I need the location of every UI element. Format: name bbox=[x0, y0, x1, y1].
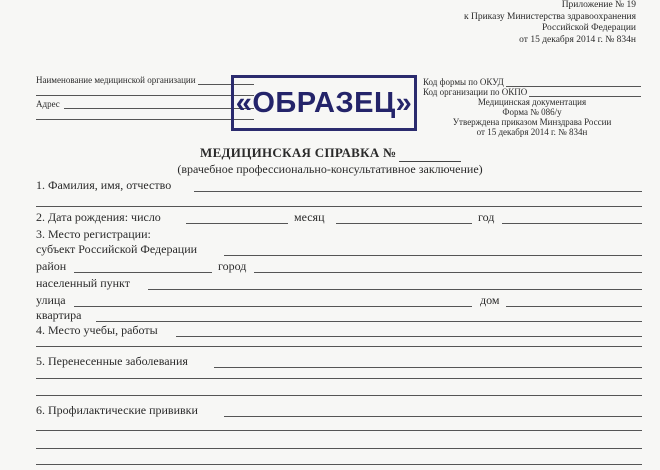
fio-label: 1. Фамилия, имя, отчество bbox=[36, 178, 172, 192]
study-work-field-continuation[interactable] bbox=[36, 346, 642, 347]
month-label: месяц bbox=[294, 210, 325, 224]
apartment-row bbox=[36, 308, 642, 323]
approval-date: от 15 декабря 2014 г. № 834н bbox=[476, 127, 588, 137]
registration-label: 3. Место регистрации: bbox=[36, 227, 151, 241]
apartment-label: квартира bbox=[36, 308, 82, 322]
house-field[interactable] bbox=[506, 306, 642, 307]
apartment-field[interactable] bbox=[96, 321, 642, 322]
diseases-field[interactable] bbox=[214, 367, 642, 368]
city-field[interactable] bbox=[254, 272, 642, 273]
certificate-number-field[interactable] bbox=[399, 145, 461, 162]
appendix-line-3: Российской Федерации bbox=[541, 23, 636, 34]
district-city-row bbox=[36, 259, 642, 274]
appendix-line-4: от 15 декабря 2014 г. № 834н bbox=[519, 34, 636, 45]
settlement-field[interactable] bbox=[148, 289, 642, 290]
appendix-line-2: к Приказу Министерства здравоохранения bbox=[463, 11, 636, 22]
birth-month-field[interactable] bbox=[336, 223, 472, 224]
study-work-field[interactable] bbox=[176, 336, 642, 337]
form-codes-block bbox=[423, 77, 641, 137]
fio-field-continuation[interactable] bbox=[36, 206, 642, 207]
diseases-label: 5. Перенесенные заболевания bbox=[36, 354, 188, 368]
study-work-label: 4. Место учебы, работы bbox=[36, 323, 158, 337]
form-number: Форма № 086/у bbox=[502, 107, 562, 117]
okud-code-field[interactable] bbox=[423, 77, 641, 87]
diseases-field-continuation-1[interactable] bbox=[36, 378, 642, 379]
fio-field[interactable] bbox=[194, 191, 642, 192]
doc-type: Медицинская документация bbox=[477, 97, 587, 107]
birth-label: 2. Дата рождения: число bbox=[36, 210, 161, 224]
vaccinations-label: 6. Профилактические прививки bbox=[36, 403, 198, 417]
study-work-row bbox=[36, 323, 642, 338]
fio-row bbox=[36, 178, 642, 193]
vaccinations-field-continuation-3[interactable] bbox=[36, 464, 642, 465]
birthdate-row bbox=[36, 210, 642, 225]
org-name-field[interactable] bbox=[36, 75, 254, 97]
subject-row bbox=[36, 242, 642, 257]
okud-label: Код формы по ОКУД bbox=[423, 77, 504, 87]
registration-row bbox=[36, 227, 642, 242]
page-title bbox=[200, 145, 461, 162]
address-field[interactable] bbox=[36, 99, 254, 121]
page-subtitle: (врачебное профессионально-консультативное заключение) bbox=[177, 162, 483, 176]
birth-year-field[interactable] bbox=[502, 223, 642, 224]
appendix-line-1: Приложение № 19 bbox=[561, 0, 636, 10]
vaccinations-field[interactable] bbox=[224, 416, 642, 417]
street-field[interactable] bbox=[74, 306, 472, 307]
year-label: год bbox=[478, 210, 495, 224]
appendix-note bbox=[464, 0, 636, 46]
okpo-label: Код организации по ОКПО bbox=[423, 87, 528, 97]
birth-day-field[interactable] bbox=[186, 223, 288, 224]
sample-stamp: «ОБРАЗЕЦ» bbox=[231, 75, 417, 131]
vaccinations-row bbox=[36, 403, 642, 418]
street-house-row bbox=[36, 293, 642, 308]
district-field[interactable] bbox=[74, 272, 212, 273]
vaccinations-field-continuation-1[interactable] bbox=[36, 430, 642, 431]
title-text: МЕДИЦИНСКАЯ СПРАВКА № bbox=[200, 145, 397, 160]
vaccinations-field-continuation-2[interactable] bbox=[36, 448, 642, 449]
subject-field[interactable] bbox=[224, 255, 642, 256]
street-label: улица bbox=[36, 293, 66, 307]
diseases-field-continuation-2[interactable] bbox=[36, 395, 642, 396]
settlement-label: населенный пункт bbox=[36, 276, 130, 290]
subject-label: субъект Российской Федерации bbox=[36, 242, 198, 256]
approval-note: Утверждена приказом Минздрава России bbox=[452, 117, 612, 127]
city-label: город bbox=[218, 259, 247, 273]
org-name-label: Наименование медицинской организации bbox=[36, 75, 196, 85]
okpo-code-field[interactable] bbox=[423, 87, 641, 97]
house-label: дом bbox=[480, 293, 500, 307]
diseases-row bbox=[36, 354, 642, 369]
organization-block bbox=[36, 75, 254, 121]
settlement-row bbox=[36, 276, 642, 291]
district-label: район bbox=[36, 259, 67, 273]
address-label: Адрес bbox=[36, 99, 60, 109]
